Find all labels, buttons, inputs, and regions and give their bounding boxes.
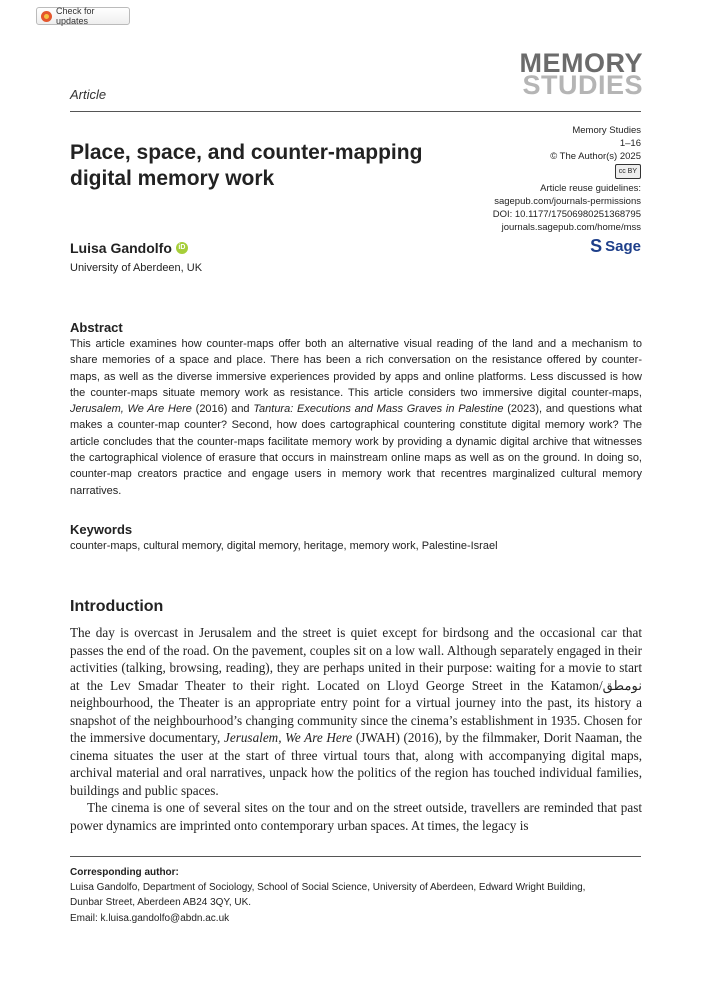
journal-logo [519, 48, 644, 100]
introduction-body [70, 624, 642, 834]
sage-logo-text: Sage [605, 238, 641, 255]
article-type-label: Article [70, 87, 107, 102]
corresponding-line2: Dunbar Street, Aberdeen AB24 3QY, UK. [70, 897, 252, 909]
abstract-text: This article examines how counter-maps offer both an alternative visual reading of the land and a mechanism to share memories of a space and place. There has been a rich conversation on the resistance offered by counter-maps, as well as the diverse immersive experiences provided by apps and online platforms. Less discussed is how the counter-maps situate memory work as resistance. This article considers two immersive digital counter-maps, Jerusalem, We Are Here (2016) and Tantura: Executions and Mass Graves in Palestine (2023), and questions what makes a counter-map counter? Second, how does cartographical countering constitute digital memory work? The article concludes that the counter-maps facilitate memory work by providing a dynamic digital archive that witnesses the cartographical violence of erasure that occurs in mainstream online maps as well as on the ground. In doing so, counter-map creators practice and engage users in memory work that recentres marginalized cultural memory narratives. [70, 338, 642, 497]
meta-reuse: Article reuse guidelines: [540, 183, 641, 194]
article-title: Place, space, and counter-mapping digital memory work [70, 141, 423, 190]
footnote-divider [70, 856, 641, 857]
sage-logo [590, 236, 641, 257]
sage-s-icon: S [590, 236, 603, 256]
keywords-list: counter-maps, cultural memory, digital memory, heritage, memory work, Palestine-Israel [70, 540, 498, 552]
corresponding-author [70, 865, 642, 926]
meta-copyright: © The Author(s) 2025 [550, 151, 641, 162]
author-name: Luisa Gandolfo [70, 240, 172, 256]
check-for-updates-label: Check for updates [56, 6, 95, 26]
header-divider [70, 111, 641, 112]
journal-logo-line1: MEMORY [519, 48, 643, 78]
corresponding-line1: Luisa Gandolfo, Department of Sociology, School of Social Science, University of Aberdeen, Edward Wright Building, [70, 882, 586, 894]
introduction-paragraph-2: The cinema is one of several sites on the tour and on the street outside, travellers are reminded that past power dynamics are imprinted onto contemporary urban spaces. At times, the legacy is [70, 800, 642, 833]
meta-homepage-link[interactable]: journals.sagepub.com/home/mss [501, 222, 641, 233]
keywords-heading: Keywords [70, 522, 133, 537]
article-meta [421, 124, 641, 234]
author-affiliation: University of Aberdeen, UK [70, 262, 203, 274]
crossmark-icon [41, 11, 52, 22]
abstract-heading: Abstract [70, 320, 123, 335]
meta-doi[interactable]: DOI: 10.1177/17506980251368795 [492, 209, 641, 220]
orcid-icon[interactable]: iD [176, 242, 188, 254]
journal-logo-line2: STUDIES [522, 70, 643, 100]
cc-license-icon[interactable]: cc BY [615, 164, 641, 179]
meta-journal: Memory Studies [572, 125, 641, 136]
author [70, 240, 188, 256]
introduction-paragraph-1: The day is overcast in Jerusalem and the street is quiet except for birdsong and the occasional car that passes the end of the road. On the pavement, couples sit on a low wall. Although separately engaged in their activities (talking, browsing, reading), they are perhaps united in their purpose: waiting for a movie to start at the Lev Smadar Theater to their right. Located on Lloyd George Street in the Katamon/نومطق neighbourhood, the Theater is an appropriate entry point for a virtual journey into the past, its history a snapshot of the neighbourhood’s changing community since the cinema’s establishment in 1935. Chosen for the immersive documentary, Jerusalem, We Are Here (JWAH) (2016), by the filmmaker, Dorit Naaman, the cinema situates the user at the start of three virtual tours that, along with accompanying digital maps, archival material and oral narratives, unpack how the politics of the region has touched individual families, buildings and public spaces. [70, 625, 642, 798]
corresponding-heading: Corresponding author: [70, 867, 179, 878]
meta-permissions-link[interactable]: sagepub.com/journals-permissions [494, 196, 641, 207]
introduction-heading: Introduction [70, 598, 164, 615]
meta-pages: 1–16 [619, 138, 641, 149]
check-for-updates-button[interactable] [36, 7, 130, 25]
corresponding-email[interactable]: Email: k.luisa.gandolfo@abdn.ac.uk [70, 912, 230, 924]
